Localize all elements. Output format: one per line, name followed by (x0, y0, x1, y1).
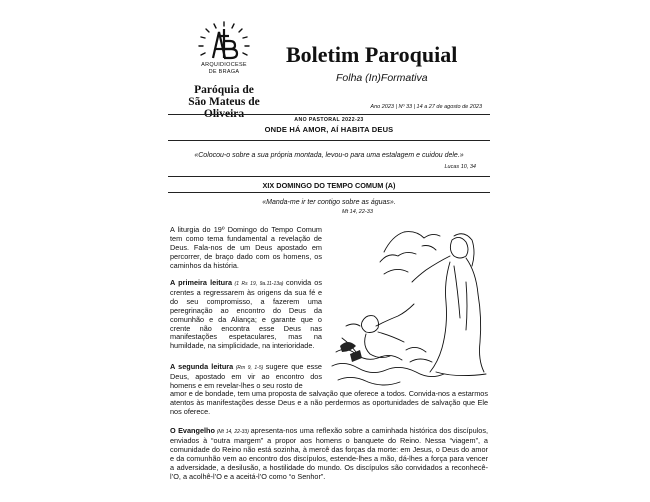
second-reading-lead: A segunda leitura (170, 362, 234, 371)
jesus-walking-on-water-illustration (326, 222, 490, 392)
paragraph-first-reading (170, 279, 322, 351)
first-reading-lead: A primeira leitura (170, 278, 233, 287)
paragraph-intro-text: A liturgia do 19º Domingo do Tempo Comum tem como tema fundamental a revelação de Deus. Fala-nos de um Deus apostado em percorrer, de braço dado com os homens, os caminhos da história. (170, 225, 322, 270)
sunday-quote-reference: Mt 14, 22-33 (342, 209, 373, 215)
archdiocese-emblem-icon (184, 20, 264, 64)
theme-quote: «Colocou-o sobre a sua própria montada, levou-o para uma estalagem e cuidou dele.» (194, 152, 464, 159)
bulletin-title: Boletim Paroquial (286, 42, 458, 67)
pastoral-theme: ONDE HÁ AMOR, AÍ HABITA DEUS (264, 125, 394, 134)
gospel-ref: (Mt 14, 22-33) (214, 429, 251, 435)
paragraph-gospel (170, 427, 488, 481)
parish-name-line1: Paróquia de (194, 84, 254, 96)
second-reading-text-a: sugere que esse Deus, apostado em vir ao encontro dos homens e em revelar-lhes o seu rosto de (170, 362, 322, 390)
first-reading-ref: (1 Rs 19, 9a.11-13a) (232, 281, 286, 287)
first-reading-text: convida os crentes a regressarem às origens da sua fé e do seu compromisso, a fazerem uma peregrinação ao encontro do Deus da comunhão e da Aliança; e garante que o crente não encontra esse Deus nas manifestações espetaculares, mas na humildade, na simplicidade, na interioridade. (170, 278, 323, 351)
archdiocese-name-line2: DE BRAGA (208, 69, 240, 75)
bulletin-subtitle: Folha (In)Formativa (336, 72, 428, 84)
sunday-title: XIX DOMINGO DO TEMPO COMUM (A) (262, 181, 396, 190)
gospel-text: apresenta-nos uma reflexão sobre a caminhada histórica dos discípulos, enviados à “outra margem” a propor aos homens o banquete do Reino. Nessa “viagem”, a comunidade do Reino não está sozinha, à mercê das forças da morte: em Jesus, o Deus do amor e da comunhão vem ao encontro dos discípulos, estende-lhes a mão, dá-lhes a força para vencer a adversidade, a desilusão, a hostilidade do mundo. Os discípulos são convidados a reconhecê-l’O, a acolhê-l’O e a aceitá-l’O como “o Senhor”. (170, 426, 488, 481)
theme-divider (168, 140, 490, 141)
sunday-quote: «Manda-me ir ter contigo sobre as águas». (262, 199, 396, 206)
second-reading-text-b: amor e de bondade, tem uma proposta de salvação que oferece a todos. Convida-nos a estarmos atentos às manifestações desse Deus e a não perdermos as oportunidades de salvação que Ele nos oferece. (170, 389, 488, 416)
bulletin-page (168, 0, 490, 502)
archdiocese-name-line1: ARQUIDIOCESE (201, 62, 247, 68)
pastoral-year: ANO PASTORAL 2022-23 (294, 117, 364, 123)
header-divider (168, 114, 490, 115)
parish-name-line2: São Mateus de Oliveira (188, 96, 260, 120)
paragraph-second-reading (170, 363, 322, 391)
sunday-divider-top (168, 176, 490, 177)
issue-info: Ano 2023 | Nº 33 | 14 a 27 de agosto de 2023 (370, 104, 482, 110)
theme-quote-reference: Lucas 10, 34 (444, 164, 476, 170)
paragraph-second-reading-continued (170, 390, 488, 417)
archdiocese-logo (184, 20, 264, 82)
sunday-divider-bottom (168, 192, 490, 193)
second-reading-ref: (Rm 9, 1-5) (233, 365, 266, 371)
paragraph-intro (170, 226, 322, 271)
gospel-lead: O Evangelho (170, 426, 215, 435)
